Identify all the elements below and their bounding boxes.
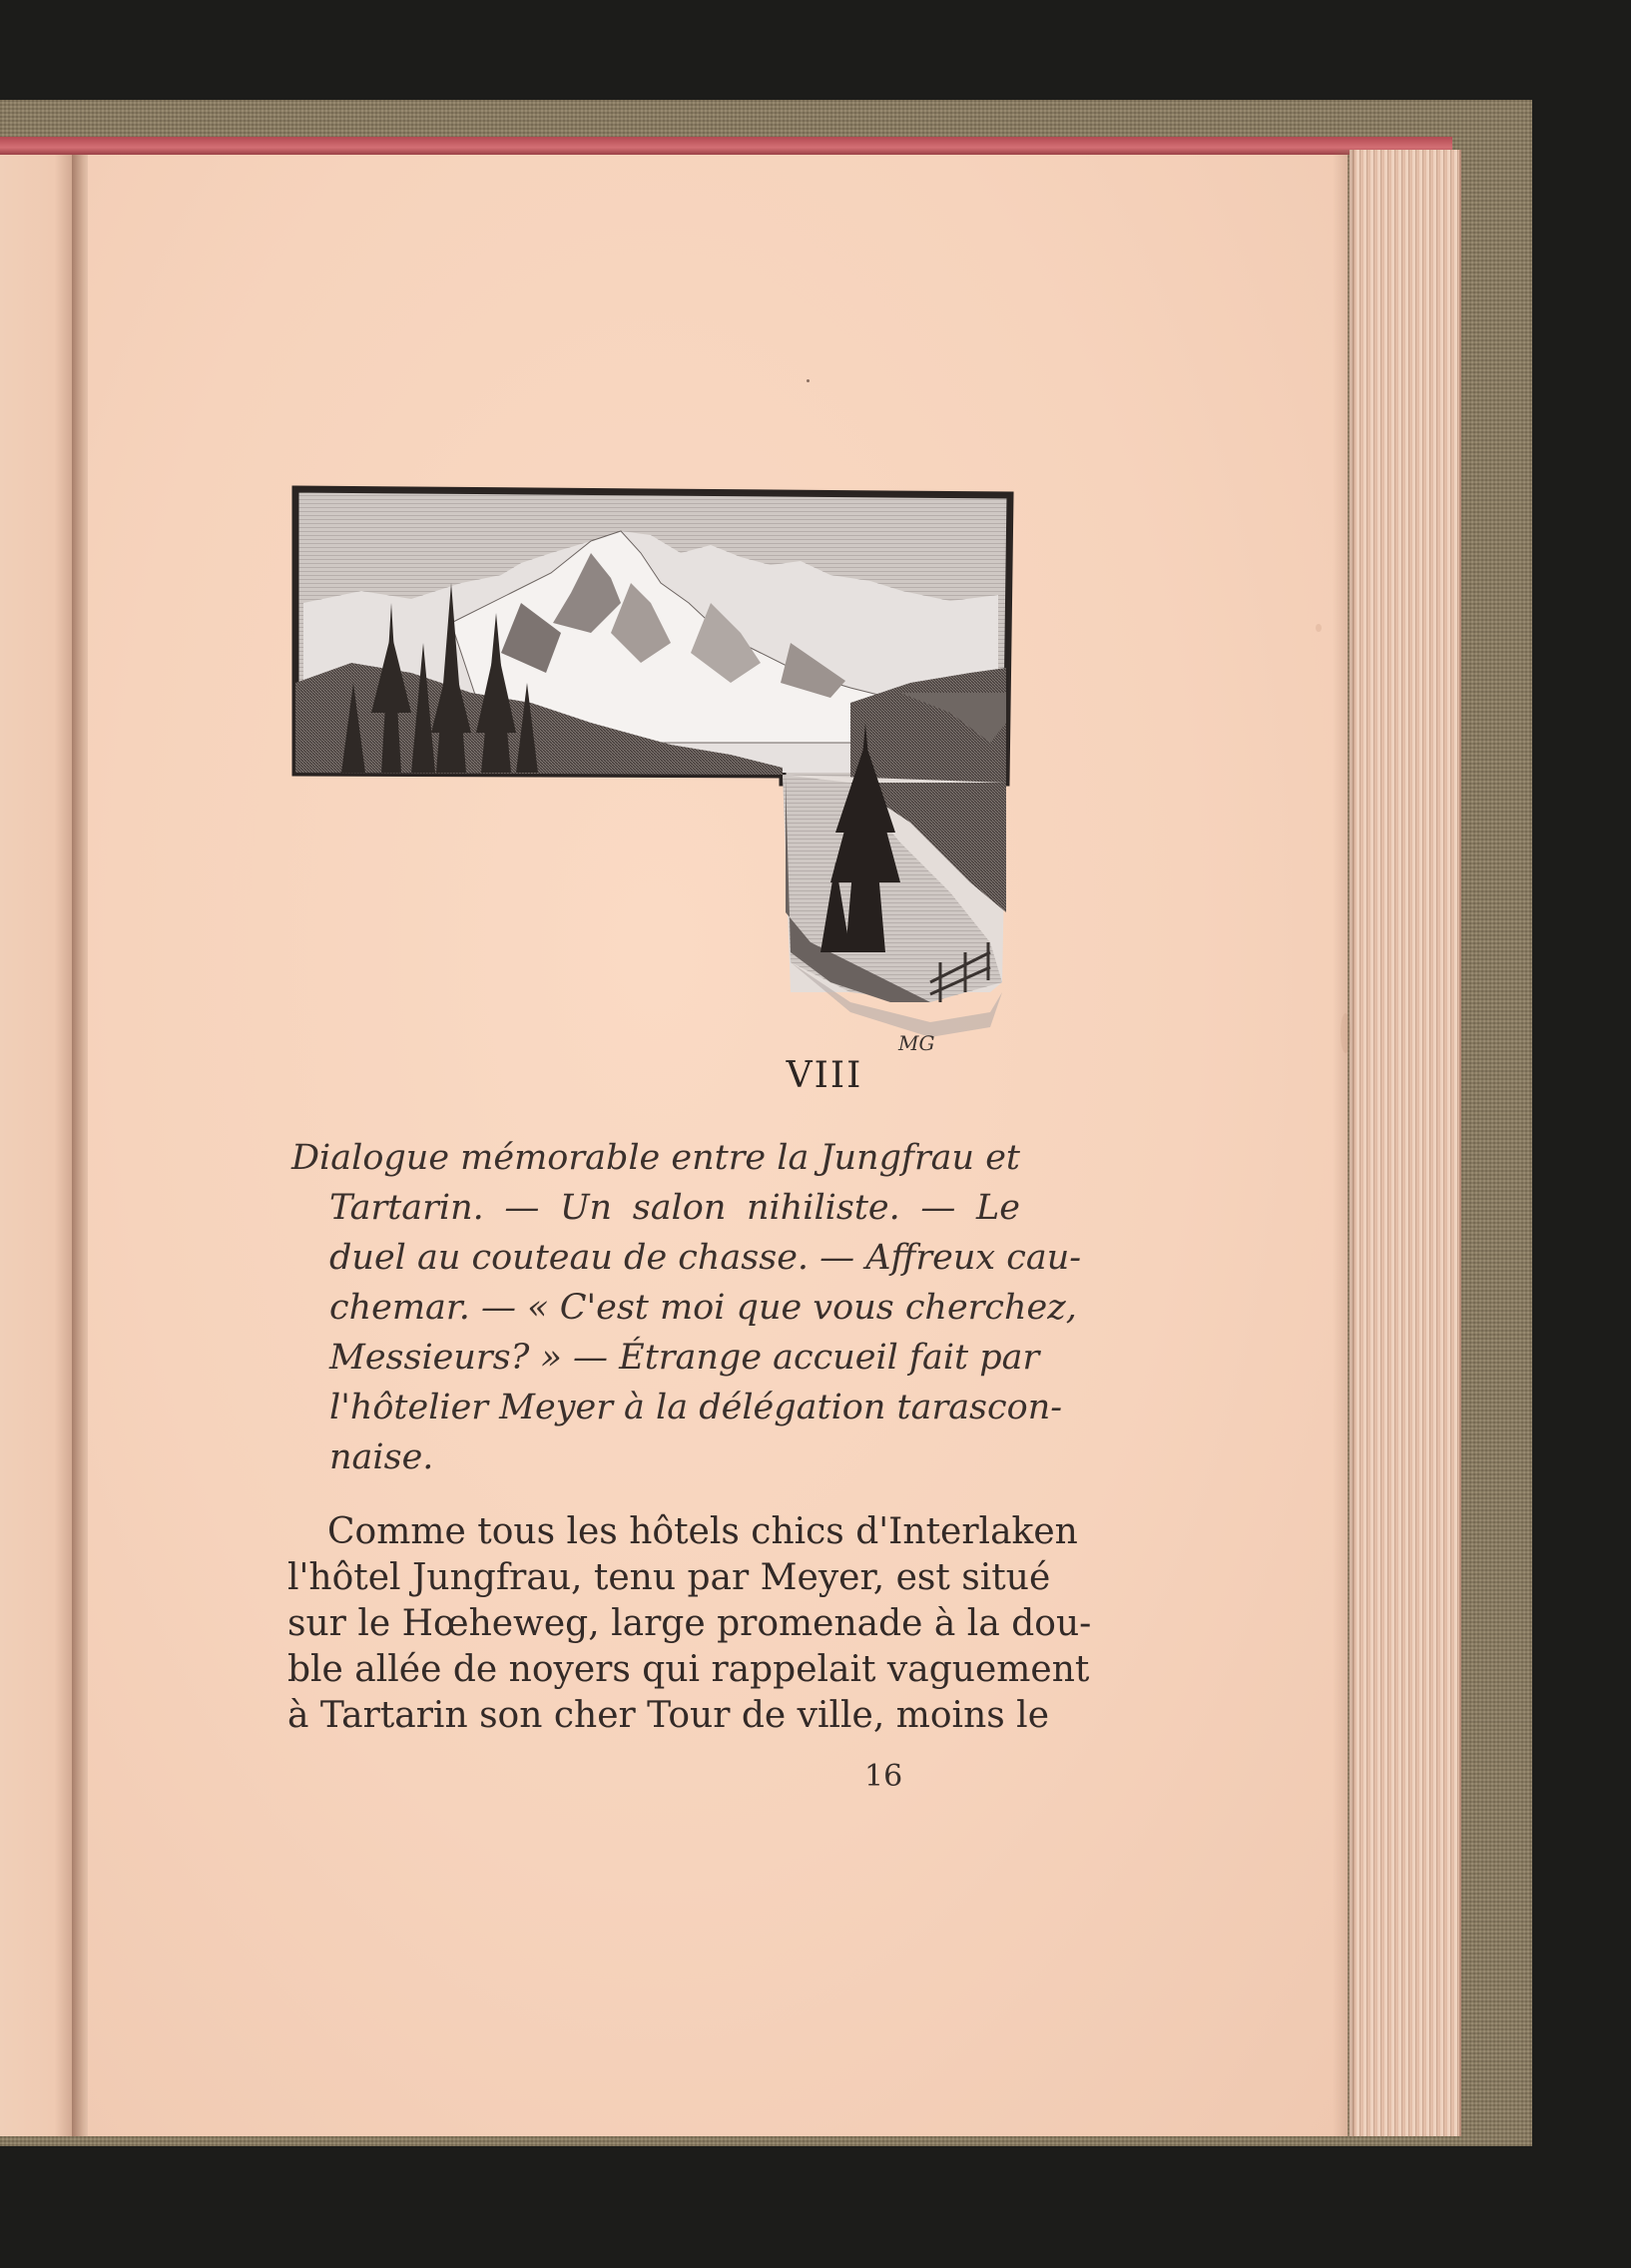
mountain-illustration: [291, 483, 1015, 1057]
page-block-red-edge: [0, 137, 1452, 155]
paper-spot: [1316, 624, 1322, 632]
jungfrau-engraving: [291, 483, 1015, 1057]
body-line: l'hôtel Jungfrau, tenu par Meyer, est situé: [287, 1557, 1051, 1598]
page-fore-edge: [1350, 150, 1461, 2136]
chapter-summary: [291, 1133, 1082, 1482]
signature-mark: 16: [864, 1759, 903, 1794]
chapter-number: VIII: [786, 1055, 863, 1096]
page-shadow: [1333, 150, 1355, 2136]
summary-line: naise.: [329, 1437, 434, 1477]
body-line: sur le Hœheweg, large promenade à la dou-: [287, 1603, 1092, 1644]
summary-line: Tartarin. — Un salon nihiliste. — Le: [329, 1188, 1020, 1228]
summary-line: Messieurs? » — Étrange accueil fait par: [329, 1338, 1040, 1378]
summary-line: l'hôtelier Meyer à la délégation tarascon-: [329, 1388, 1063, 1427]
body-line: Comme tous les hôtels chics d'Interlaken: [327, 1511, 1078, 1552]
body-line: à Tartarin son cher Tour de ville, moins le: [287, 1695, 1049, 1736]
summary-line: Dialogue mémorable entre la Jungfrau et: [291, 1138, 1020, 1178]
summary-line: duel au couteau de chasse. — Affreux cau-: [329, 1238, 1082, 1278]
artist-monogram: MG: [898, 1031, 935, 1055]
body-paragraph: [287, 1509, 1092, 1739]
paper-speck: [807, 379, 810, 382]
left-page-edge: [0, 155, 78, 2136]
body-line: ble allée de noyers qui rappelait vaguement: [287, 1649, 1090, 1690]
summary-line: chemar. — « C'est moi que vous cherchez,: [329, 1288, 1077, 1328]
